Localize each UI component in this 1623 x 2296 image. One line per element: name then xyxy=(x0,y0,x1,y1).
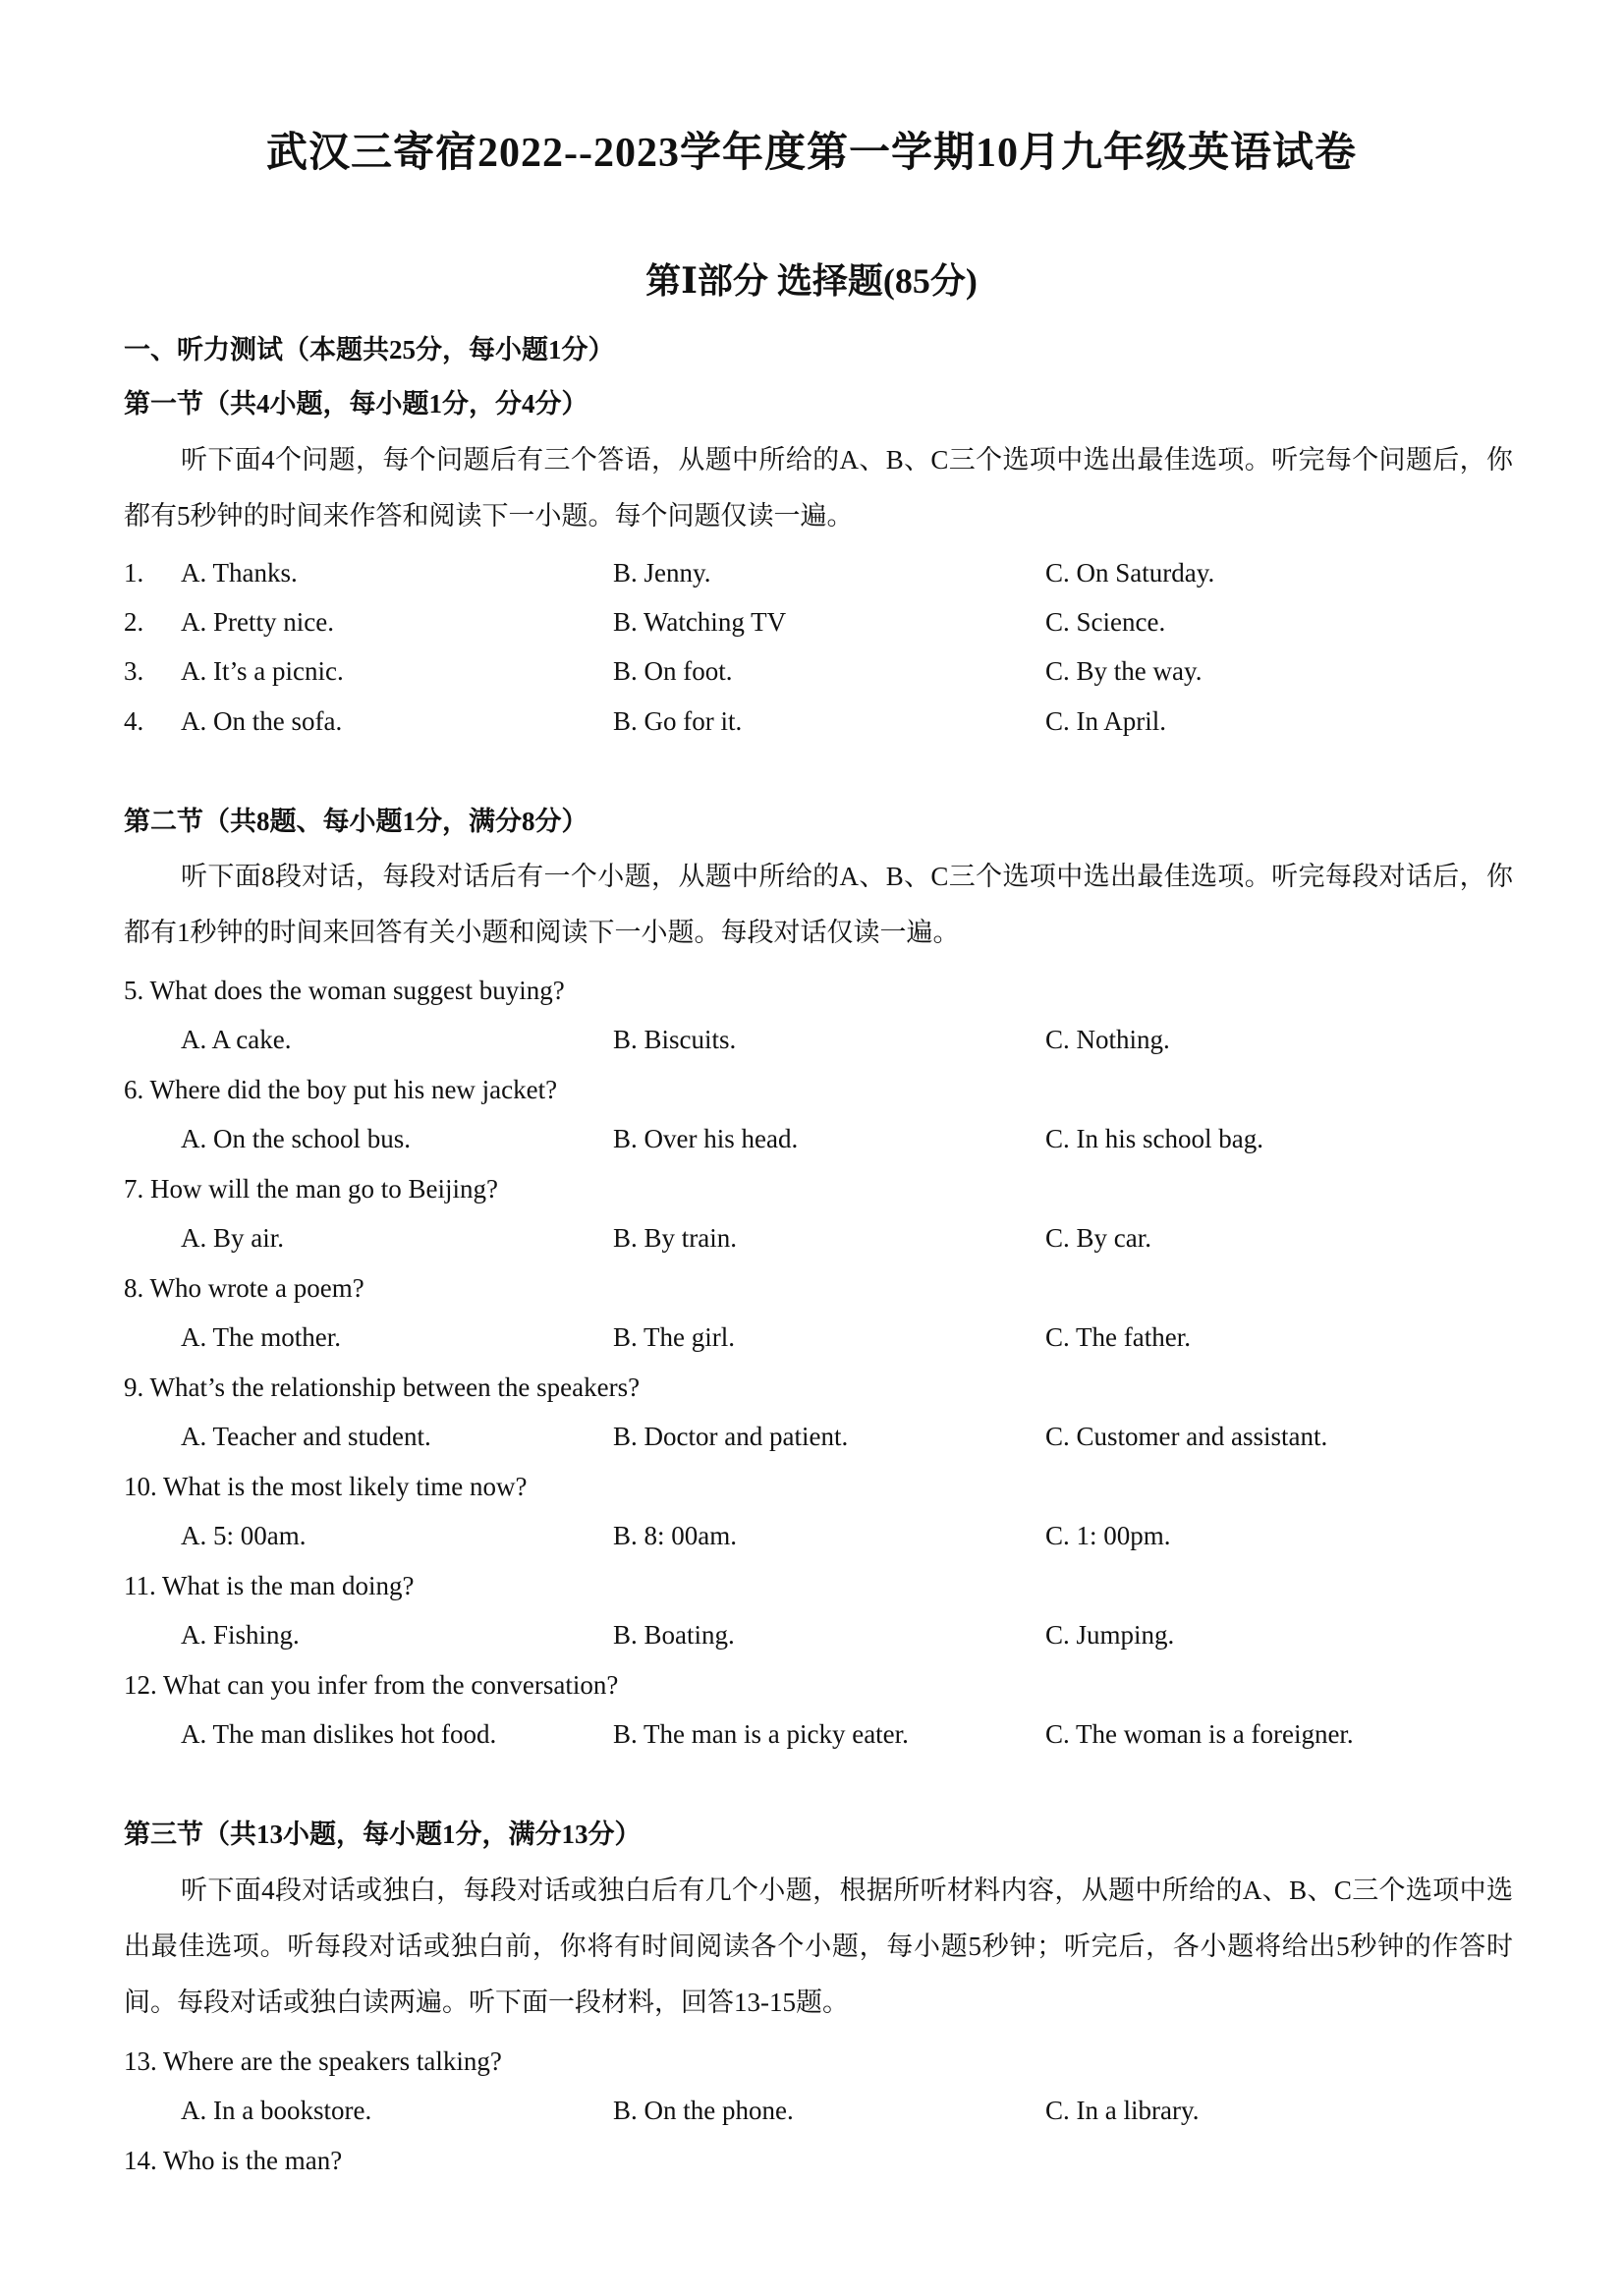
question-7-text: 7. How will the man go to Beijing? xyxy=(124,1174,498,1204)
option-b: B. Jenny. xyxy=(613,558,711,588)
option-b: B. By train. xyxy=(613,1223,737,1253)
option-c: C. Customer and assistant. xyxy=(1045,1422,1328,1451)
section2-instructions: 听下面8段对话，每段对话后有一个小题，从题中所给的A、B、C三个选项中选出最佳选项。听完每段对话后，你都有1秒钟的时间来回答有关小题和阅读下一小题。每段对话仅读一遍。 xyxy=(124,862,1513,947)
option-c: C. In a library. xyxy=(1045,2096,1200,2125)
question-9-text: 9. What’s the relationship between the speakers? xyxy=(124,1372,641,1402)
section-main-heading: 一、听力测试（本题共25分，每小题1分） xyxy=(124,335,615,364)
question-6-options xyxy=(124,1122,1519,1155)
question-4 xyxy=(124,704,1519,738)
section2-heading: 第二节（共8题、每小题1分，满分8分） xyxy=(124,807,588,836)
option-a: A. On the school bus. xyxy=(181,1124,411,1153)
option-b: B. Biscuits. xyxy=(613,1025,737,1054)
question-8-options xyxy=(124,1320,1519,1354)
option-a: A. Fishing. xyxy=(181,1620,300,1650)
section1-instructions: 听下面4个问题，每个问题后有三个答语，从题中所给的A、B、C三个选项中选出最佳选项。听完每个问题后，你都有5秒钟的时间来作答和阅读下一小题。每个问题仅读一遍。 xyxy=(124,445,1513,531)
option-b: B. The girl. xyxy=(613,1322,735,1352)
option-a: A. The man dislikes hot food. xyxy=(181,1719,497,1749)
option-c: C. Science. xyxy=(1045,607,1166,637)
question-11-text: 11. What is the man doing? xyxy=(124,1571,415,1600)
option-a: A. In a bookstore. xyxy=(181,2096,372,2125)
question-8-text: 8. Who wrote a poem? xyxy=(124,1273,364,1303)
question-number: 3. xyxy=(124,656,144,686)
section3-heading: 第三节（共13小题，每小题1分，满分13分） xyxy=(124,1820,642,1849)
question-7-options xyxy=(124,1221,1519,1255)
option-a: A. 5: 00am. xyxy=(181,1521,307,1550)
part-title: 第Ⅰ部分 选择题(85分) xyxy=(645,261,978,301)
question-11-options xyxy=(124,1618,1519,1652)
exam-title: 武汉三寄宿2022--2023学年度第一学期10月九年级英语试卷 xyxy=(266,131,1357,176)
option-b: B. On the phone. xyxy=(613,2096,794,2125)
option-a: A. On the sofa. xyxy=(181,706,343,736)
option-c: C. 1: 00pm. xyxy=(1045,1521,1171,1550)
option-c: C. Nothing. xyxy=(1045,1025,1170,1054)
question-2 xyxy=(124,605,1519,639)
option-c: C. Jumping. xyxy=(1045,1620,1175,1650)
option-c: C. On Saturday. xyxy=(1045,558,1215,588)
question-12-options xyxy=(124,1717,1519,1751)
question-13-options xyxy=(124,2094,1519,2127)
question-6-text: 6. Where did the boy put his new jacket? xyxy=(124,1075,558,1104)
question-number: 4. xyxy=(124,706,144,736)
section1-heading: 第一节（共4小题，每小题1分，分4分） xyxy=(124,389,588,419)
option-b: B. Doctor and patient. xyxy=(613,1422,849,1451)
option-a: A. It’s a picnic. xyxy=(181,656,344,686)
option-a: A. Teacher and student. xyxy=(181,1422,431,1451)
option-b: B. 8: 00am. xyxy=(613,1521,737,1550)
question-14-text: 14. Who is the man? xyxy=(124,2146,343,2175)
option-a: A. The mother. xyxy=(181,1322,341,1352)
option-c: C. The woman is a foreigner. xyxy=(1045,1719,1354,1749)
option-a: A. A cake. xyxy=(181,1025,292,1054)
option-a: A. By air. xyxy=(181,1223,284,1253)
question-12-text: 12. What can you infer from the conversation? xyxy=(124,1670,619,1700)
option-b: B. On foot. xyxy=(613,656,733,686)
option-b: B. Go for it. xyxy=(613,706,743,736)
section3-instructions: 听下面4段对话或独白，每段对话或独白后有几个小题，根据所听材料内容，从题中所给的A、B、C三个选项中选出最佳选项。听每段对话或独白前，你将有时间阅读各个小题，每小题5秒钟；听完后，各小题将给出5秒钟的作答时间。每段对话或独白读两遍。听下面一段材料，回答13-15题。 xyxy=(124,1876,1513,2017)
option-c: C. The father. xyxy=(1045,1322,1191,1352)
question-5-text: 5. What does the woman suggest buying? xyxy=(124,976,565,1005)
question-10-text: 10. What is the most likely time now? xyxy=(124,1472,528,1501)
option-c: C. In his school bag. xyxy=(1045,1124,1263,1153)
question-13-text: 13. Where are the speakers talking? xyxy=(124,2046,502,2076)
option-c: C. By the way. xyxy=(1045,656,1203,686)
option-b: B. Boating. xyxy=(613,1620,735,1650)
question-10-options xyxy=(124,1519,1519,1552)
option-c: C. By car. xyxy=(1045,1223,1151,1253)
option-a: A. Thanks. xyxy=(181,558,298,588)
option-b: B. The man is a picky eater. xyxy=(613,1719,909,1749)
question-9-options xyxy=(124,1420,1519,1453)
option-b: B. Watching TV xyxy=(613,607,787,637)
question-1 xyxy=(124,556,1519,589)
question-3 xyxy=(124,654,1519,688)
option-b: B. Over his head. xyxy=(613,1124,799,1153)
option-c: C. In April. xyxy=(1045,706,1167,736)
option-a: A. Pretty nice. xyxy=(181,607,334,637)
question-number: 1. xyxy=(124,558,144,588)
question-number: 2. xyxy=(124,607,144,637)
question-5-options xyxy=(124,1023,1519,1056)
